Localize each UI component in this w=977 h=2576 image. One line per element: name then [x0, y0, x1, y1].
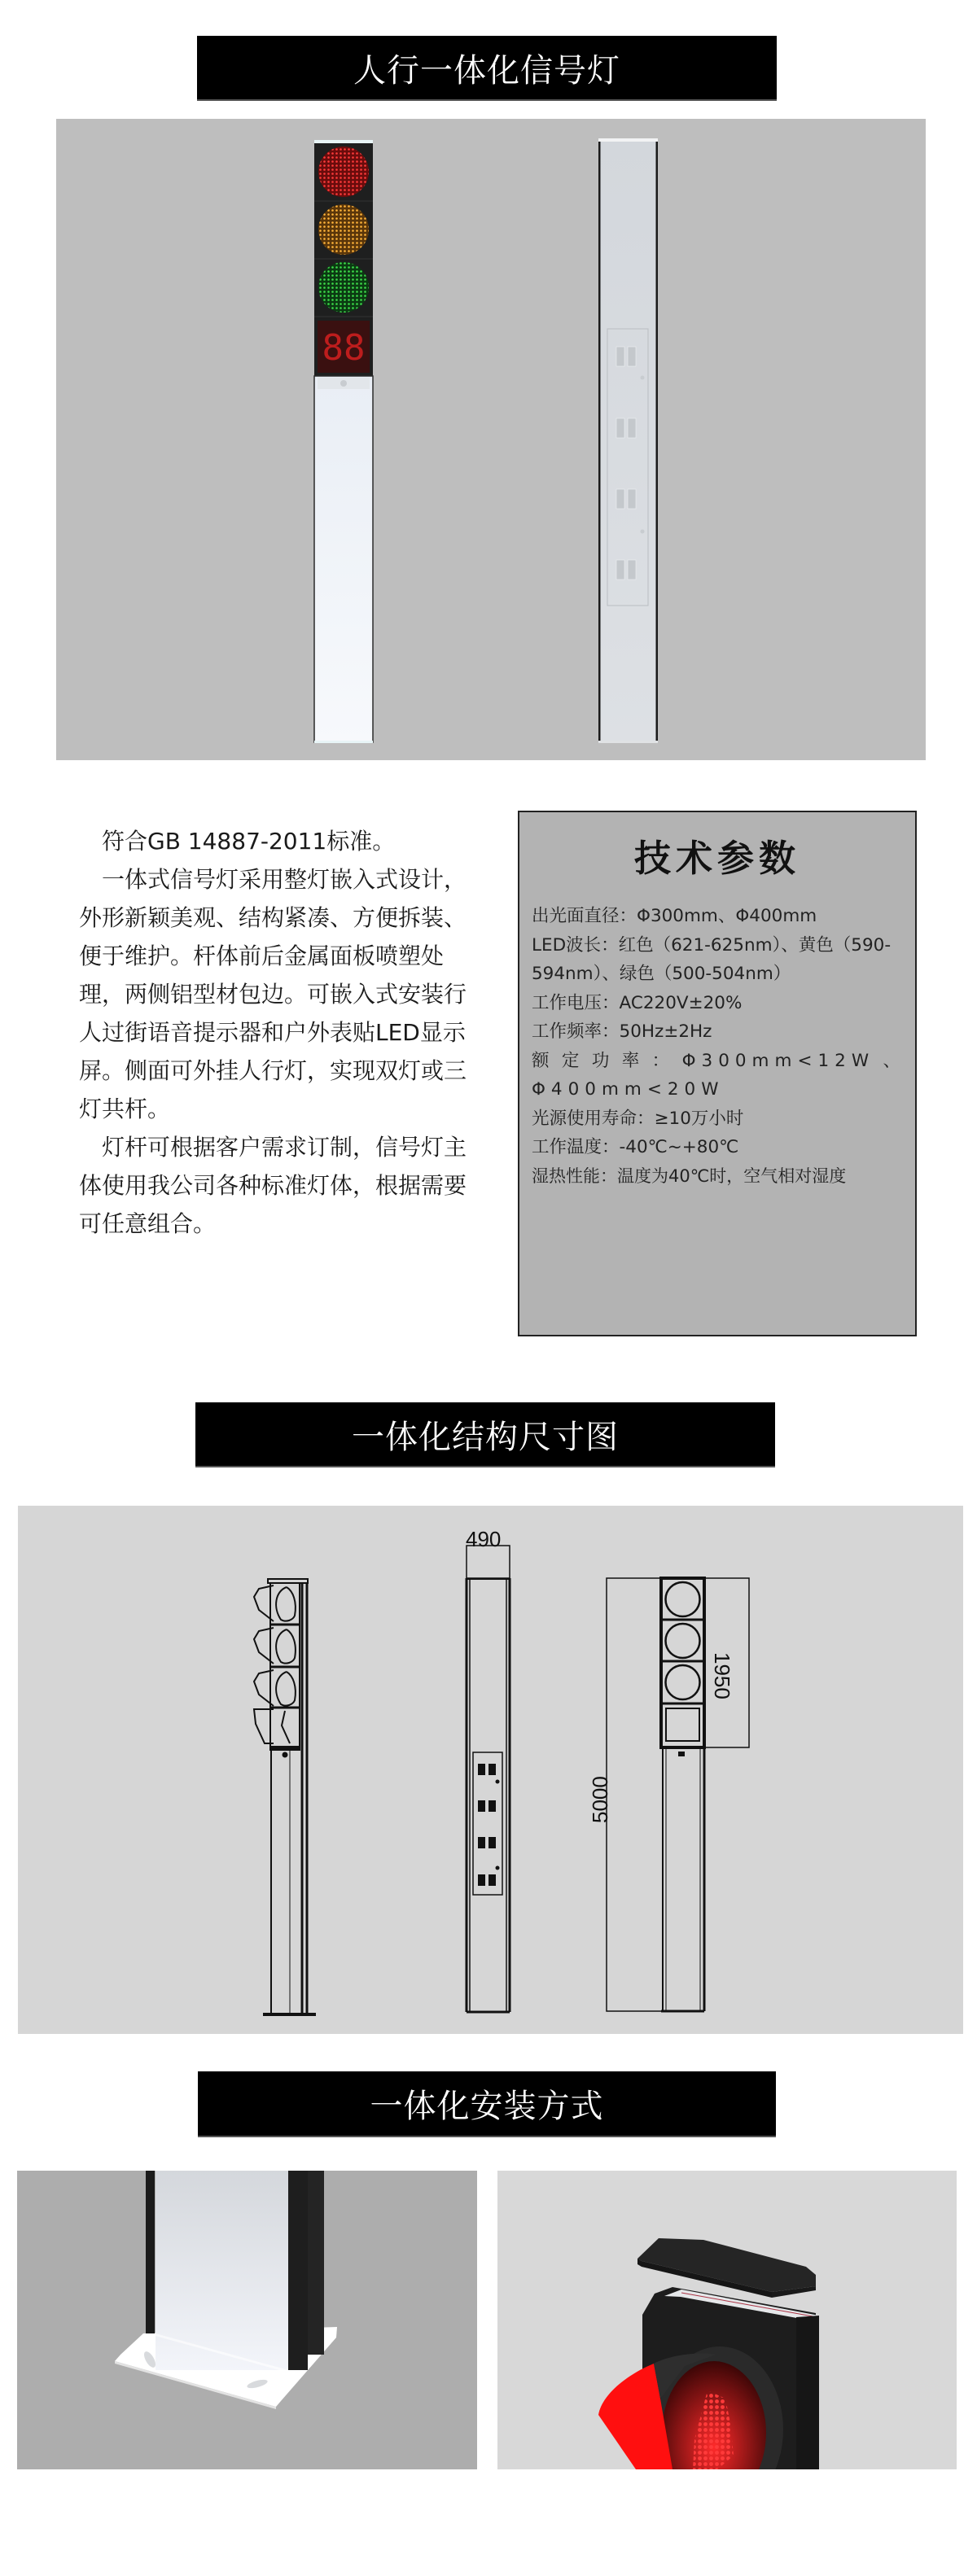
dim-width-label: 490 — [466, 1527, 502, 1551]
section-title-hero-text: 人行一体化信号灯 — [353, 51, 620, 90]
spec-item: 工作频率：50Hz±2Hz — [532, 1021, 712, 1042]
install-photo-base — [17, 2171, 477, 2469]
spec-item: 工作电压：AC220V±20% — [532, 992, 743, 1013]
intro-text — [79, 822, 486, 1243]
install-photo-lid — [497, 2171, 957, 2469]
yellow-light — [318, 204, 369, 255]
spec-item: 额定功率：Φ300mm<12W、Φ400mm<20W — [532, 1050, 906, 1100]
svg-text:88: 88 — [322, 327, 366, 369]
base-plate-illustration — [17, 2171, 477, 2469]
hero-product-image — [56, 119, 926, 760]
dimension-drawing — [18, 1506, 963, 2034]
section-title-structure-text: 一体化结构尺寸图 — [352, 1418, 619, 1456]
spec-item: 工作温度：-40℃~+80℃ — [532, 1137, 739, 1157]
drawing-illustration — [18, 1506, 963, 2034]
back-view — [467, 1546, 510, 2012]
side-view — [254, 1579, 316, 2014]
intro-paragraph-1: 符合GB 14887-2011标准。 — [102, 828, 396, 855]
green-light — [318, 262, 369, 313]
section-title-install-text: 一体化安装方式 — [370, 2088, 604, 2125]
section-title-hero — [197, 36, 777, 101]
spec-item: 光源使用寿命：≥10万小时 — [532, 1108, 744, 1129]
dim-total-height-label: 5000 — [588, 1776, 612, 1823]
intro-paragraph-3: 灯杆可根据客户需求订制，信号灯主体使用我公司各种标准灯体，根据需要可任意组合。 — [79, 1134, 467, 1237]
intro-paragraph-2: 一体式信号灯采用整灯嵌入式设计，外形新颖美观、结构紧凑、方便拆装、便于维护。杆体前后金属面板喷塑处理，两侧铝型材包边。可嵌入式安装行人过街语音提示器和户外表贴LED显示屏。侧面可外挂人行灯，实现双灯或三灯共杆。 — [79, 866, 467, 1122]
tech-specs-title: 技术参数 — [633, 837, 800, 880]
countdown-display — [318, 321, 370, 373]
spec-item: 出光面直径：Φ300mm、Φ400mm — [532, 906, 817, 926]
section-title-structure — [195, 1402, 775, 1467]
dim-head-height-label: 1950 — [710, 1652, 734, 1699]
back-pole — [598, 138, 658, 743]
front-pole — [314, 140, 373, 743]
spec-item: LED波长：红色（621-625nm）、黄色（590-594nm）、绿色（500-504nm） — [532, 934, 892, 984]
front-view — [607, 1578, 749, 2011]
signal-head-lid-illustration — [497, 2171, 957, 2469]
tech-specs-list — [532, 902, 906, 1191]
red-light — [318, 147, 369, 197]
spec-item: 湿热性能：温度为40℃时，空气相对湿度 — [532, 1166, 847, 1186]
section-title-install — [198, 2071, 776, 2137]
hero-illustration — [56, 119, 926, 760]
tech-specs-box — [518, 811, 917, 1336]
